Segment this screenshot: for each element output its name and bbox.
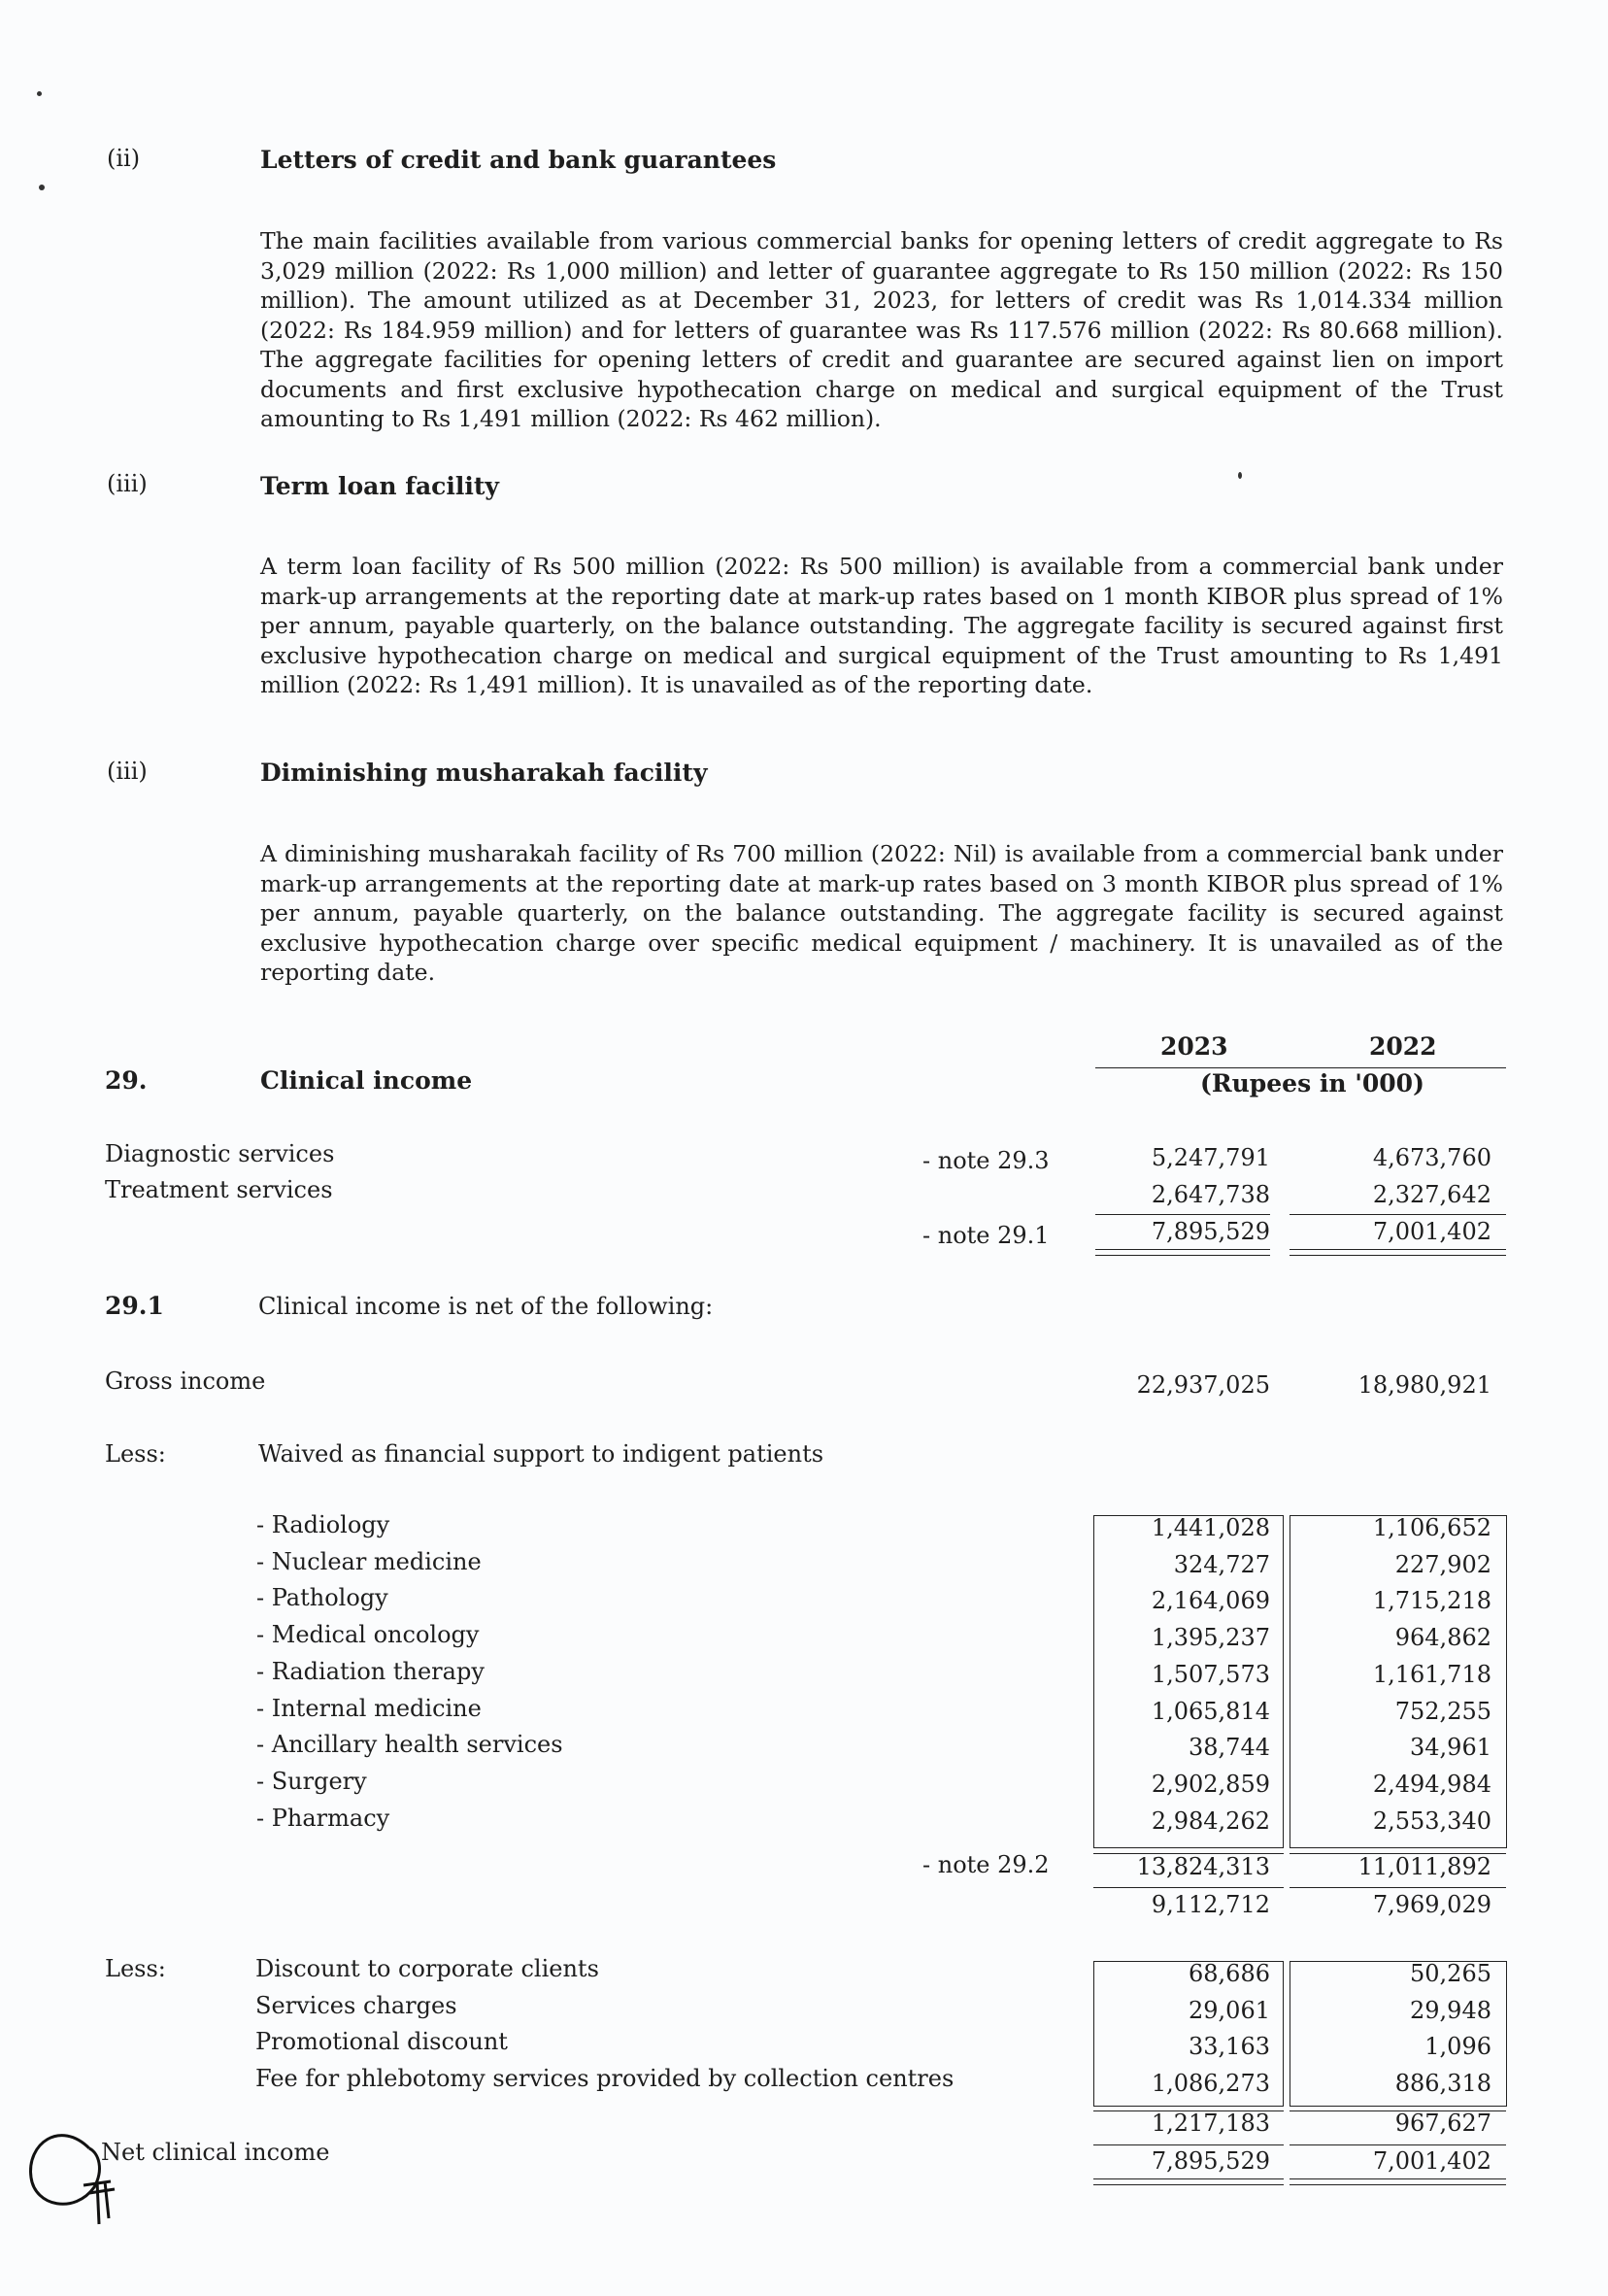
waived-item-label: - Radiology [256, 1511, 390, 1538]
waived-item-2023: 1,507,573 [1151, 1660, 1270, 1688]
section-paragraph: A term loan facility of Rs 500 million (2022: Rs 500 million) is available from a commercial bank under mark-up arrangements at the reporting date at mark-up rates based on 1 month KIBOR plus spread of 1% per annum, payable quarterly, on the balance outstanding. The aggregate facility is secured against first exclusive hypothecation charge on medical and surgical equipment of the Trust amounting to Rs 1,491 million (2022: Rs 1,491 million). It is unavailed as of the reporting date. [260, 553, 1503, 698]
subtotal-rule [1290, 1887, 1506, 1888]
waived-item-label: - Surgery [256, 1767, 367, 1795]
waived-item-label: - Nuclear medicine [256, 1547, 482, 1575]
row-label: Diagnostic services [105, 1140, 335, 1167]
value-2022: 2,327,642 [1372, 1181, 1491, 1208]
discount-item-2023: 68,686 [1189, 1960, 1270, 1987]
note-title: Clinical income [260, 1066, 473, 1095]
subtotal-rule [1290, 2144, 1506, 2145]
note-number: 29. [105, 1066, 148, 1095]
waived-item-2022: 34,961 [1410, 1734, 1491, 1762]
section-heading: Letters of credit and bank guarantees [260, 146, 777, 174]
net-2022: 7,001,402 [1372, 2147, 1491, 2175]
discount-item-2023: 29,061 [1189, 1996, 1270, 2024]
waived-total-2023: 13,824,313 [1136, 1853, 1270, 1880]
discount-item-label: Discount to corporate clients [255, 1955, 599, 1982]
note-number: 29.1 [105, 1292, 164, 1320]
total-2023: 7,895,529 [1151, 1218, 1270, 1245]
discount-item-label: Fee for phlebotomy services provided by collection centres [255, 2065, 955, 2093]
waived-item-label: - Radiation therapy [256, 1657, 485, 1685]
total-2022: 7,001,402 [1372, 1218, 1491, 1245]
section-number: (iii) [107, 758, 148, 785]
section-heading: Diminishing musharakah facility [260, 759, 708, 787]
net-2023: 7,895,529 [1151, 2147, 1270, 2175]
discount-item-2022: 29,948 [1410, 1996, 1491, 2024]
year-2023-header: 2023 [1160, 1032, 1228, 1061]
less-label: Less: [105, 1955, 166, 1982]
waived-item-2022: 964,862 [1394, 1624, 1491, 1652]
waived-item-2023: 1,441,028 [1151, 1514, 1270, 1541]
discount-item-2022: 886,318 [1394, 2070, 1491, 2098]
double-rule [1290, 1249, 1506, 1250]
less-label: Less: [105, 1440, 166, 1468]
subtotal-rule [1093, 1887, 1284, 1888]
double-rule [1290, 1255, 1506, 1256]
double-rule [1290, 2178, 1506, 2179]
discount-item-2023: 33,163 [1189, 2033, 1270, 2061]
waived-item-label: - Medical oncology [256, 1621, 480, 1649]
waived-item-2023: 324,727 [1173, 1550, 1270, 1578]
handwritten-initials-signature [21, 2110, 138, 2226]
section-heading: Term loan facility [260, 472, 499, 500]
discount-item-2022: 1,096 [1424, 2033, 1491, 2061]
note-reference: - note 29.3 [922, 1147, 1050, 1174]
value-2023: 2,647,738 [1151, 1181, 1270, 1208]
header-rule [1095, 1067, 1506, 1068]
discount-item-2023: 1,086,273 [1151, 2070, 1270, 2098]
waived-item-label: - Ancillary health services [256, 1731, 563, 1759]
waived-item-2023: 2,984,262 [1151, 1806, 1270, 1835]
waived-item-2022: 1,715,218 [1372, 1587, 1491, 1615]
waived-item-label: - Pharmacy [256, 1804, 390, 1832]
waived-item-2022: 227,902 [1394, 1550, 1491, 1578]
discount-item-2022: 50,265 [1410, 1960, 1491, 1987]
scan-dot [1238, 472, 1242, 479]
double-rule [1093, 2178, 1284, 2179]
section-number: (iii) [107, 470, 148, 497]
discount-item-label: Services charges [255, 1991, 457, 2019]
waived-item-2023: 38,744 [1189, 1734, 1270, 1762]
waived-item-2022: 1,161,718 [1372, 1660, 1491, 1688]
gross-2022: 18,980,921 [1357, 1371, 1491, 1399]
waived-item-2022: 1,106,652 [1372, 1514, 1491, 1541]
double-rule [1093, 2184, 1284, 2185]
subtotal-rule [1095, 1214, 1270, 1215]
double-rule [1095, 1249, 1270, 1250]
waived-item-2023: 1,065,814 [1151, 1697, 1270, 1725]
waived-item-2022: 752,255 [1394, 1697, 1491, 1725]
waived-item-label: - Pathology [256, 1584, 388, 1612]
row-label: Treatment services [105, 1176, 333, 1203]
discount-total-2022: 967,627 [1394, 2110, 1491, 2137]
gross-income-label: Gross income [105, 1367, 266, 1395]
value-2023: 5,247,791 [1151, 1144, 1270, 1171]
double-rule [1095, 1255, 1270, 1256]
section-number: (ii) [107, 145, 141, 172]
value-2022: 4,673,760 [1372, 1144, 1491, 1171]
unit-label: (Rupees in '000) [1200, 1069, 1424, 1097]
note-title: Clinical income is net of the following: [258, 1293, 714, 1320]
note-reference: - note 29.2 [922, 1851, 1050, 1878]
scan-dot [37, 91, 42, 96]
waived-item-2022: 2,494,984 [1372, 1770, 1491, 1798]
subtotal-rule [1290, 1214, 1506, 1215]
scan-dot [39, 185, 45, 190]
discount-total-2023: 1,217,183 [1151, 2110, 1270, 2137]
section-paragraph: A diminishing musharakah facility of Rs 700 million (2022: Nil) is available from a commercial bank under mark-up arrangements at the reporting date at mark-up rates based on 3 month KIBOR plus spread of 1% per annum, payable quarterly, on the balance outstanding. The aggregate facility is secured against exclusive hypothecation charge over specific medical equipment / machinery. It is unavailed as of the reporting date. [260, 840, 1503, 986]
after-waived-2023: 9,112,712 [1151, 1891, 1270, 1918]
year-2022-header: 2022 [1369, 1032, 1437, 1061]
after-waived-2022: 7,969,029 [1372, 1891, 1491, 1918]
waived-heading: Waived as financial support to indigent patients [258, 1440, 824, 1468]
waived-item-label: - Internal medicine [256, 1694, 482, 1722]
subtotal-rule [1093, 2144, 1284, 2145]
gross-2023: 22,937,025 [1136, 1371, 1270, 1399]
section-paragraph: The main facilities available from various commercial banks for opening letters of credit aggregate to Rs 3,029 million (2022: Rs 1,000 million) and letter of guarantee aggregate to Rs 150 million (2022: Rs 150 million). The amount utilized as at December 31, 2023, for letters of credit was Rs 1,014.334 million (2022: Rs 184.959 million) and for letters of guarantee was Rs 117.576 million (2022: Rs 80.668 million). The aggregate facilities for opening letters of credit and guarantee are secured against lien on import documents and first exclusive hypothecation charge on medical and surgical equipment of the Trust amounting to Rs 1,491 million (2022: Rs 462 million). [260, 227, 1503, 432]
double-rule [1290, 2184, 1506, 2185]
waived-item-2022: 2,553,340 [1372, 1806, 1491, 1835]
waived-item-2023: 1,395,237 [1151, 1624, 1270, 1652]
note-reference: - note 29.1 [922, 1222, 1050, 1249]
net-income-label: Net clinical income [101, 2139, 330, 2166]
discount-item-label: Promotional discount [255, 2028, 508, 2056]
waived-item-2023: 2,164,069 [1151, 1587, 1270, 1615]
waived-total-2022: 11,011,892 [1357, 1853, 1491, 1880]
waived-item-2023: 2,902,859 [1151, 1770, 1270, 1798]
